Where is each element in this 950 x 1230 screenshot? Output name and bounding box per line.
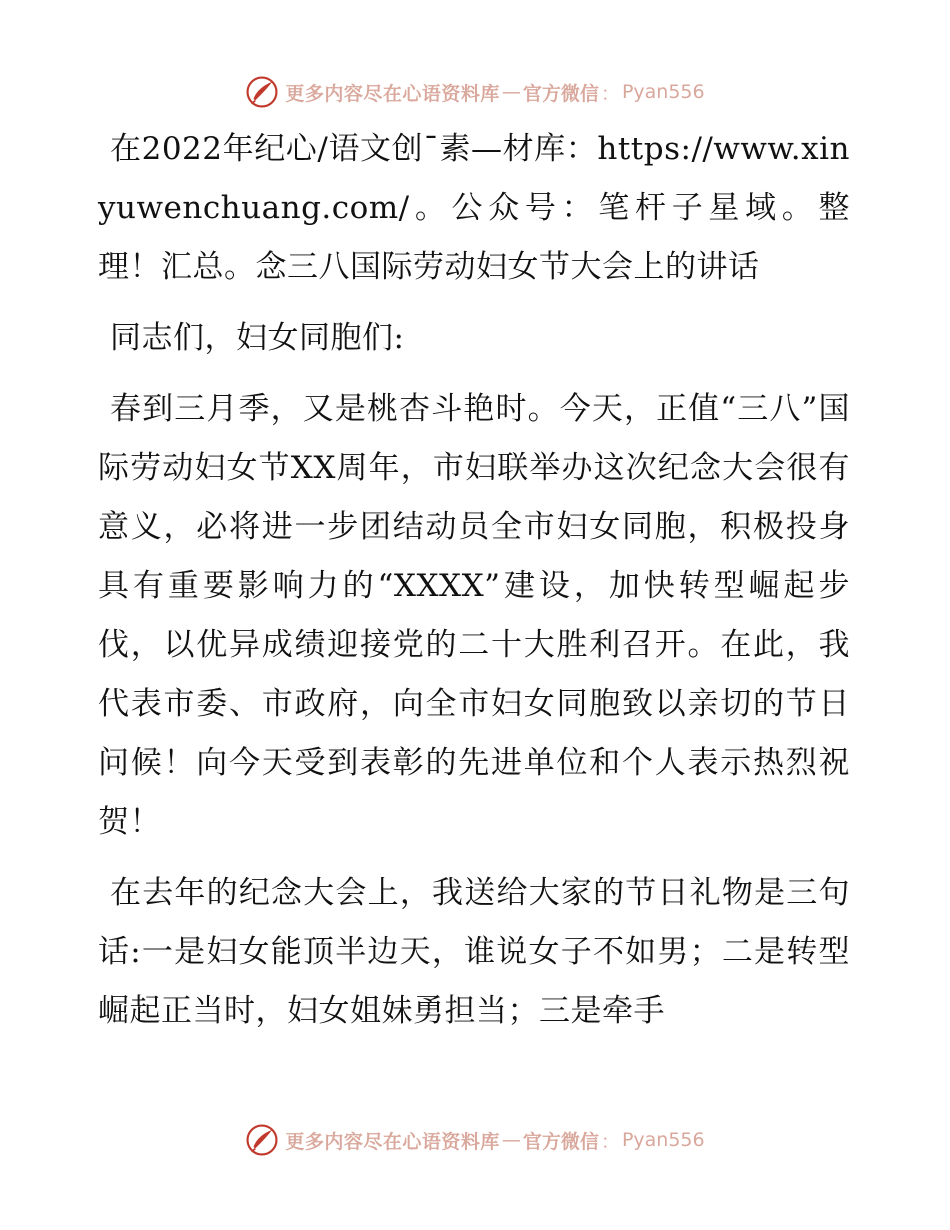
banner-wechat-id: Pyan556 <box>621 81 705 103</box>
paragraph-salutation: 同志们，妇女同胞们: <box>110 320 405 356</box>
banner-main-text: 更多内容尽在心语资料库 <box>285 82 500 105</box>
banner-wechat-label: 官方微信 <box>522 82 599 105</box>
footer-watermark-banner <box>0 1118 950 1162</box>
banner-wechat-id: Pyan556 <box>621 1129 705 1151</box>
document-body <box>98 120 850 1053</box>
banner-dash: — <box>501 1129 521 1151</box>
paragraph-gift: 在去年的纪念大会上，我送给大家的节日礼物是三句话:一是妇女能顶半边天，谁说女子不如男；二是转型崛起正当时，妇女姐妹勇担当；三是牵手 <box>98 875 850 1029</box>
quill-logo-icon <box>245 75 279 109</box>
banner-wechat-label: 官方微信 <box>522 1130 599 1153</box>
paragraph-title: 在2022年纪心/语文创¯素—材库：https://www.xinyuwenchuang.com/。公众号：笔杆子星域。整理！汇总。念三八国际劳动妇女节大会上的讲话 <box>98 131 850 285</box>
quill-logo-icon <box>245 1123 279 1157</box>
paragraph-opening: 春到三月季，又是桃杏斗艳时。今天，正值“三八”国际劳动妇女节XX周年，市妇联举办这次纪念大会很有意义，必将进一步团结动员全市妇女同胞，积极投身具有重要影响力的“XXXX”建设，加快转型崛起步伐，以优异成绩迎接党的二十大胜利召开。在此，我代表市委、市政府，向全市妇女同胞致以亲切的节日问候！向今天受到表彰的先进单位和个人表示热烈祝贺！ <box>98 391 850 840</box>
banner-dash: — <box>501 81 521 103</box>
header-banner-text <box>285 79 704 106</box>
banner-colon: ： <box>600 1130 620 1153</box>
banner-main-text: 更多内容尽在心语资料库 <box>285 1130 500 1153</box>
footer-banner-text <box>285 1127 704 1154</box>
header-watermark-banner <box>0 70 950 114</box>
banner-colon: ： <box>600 82 620 105</box>
